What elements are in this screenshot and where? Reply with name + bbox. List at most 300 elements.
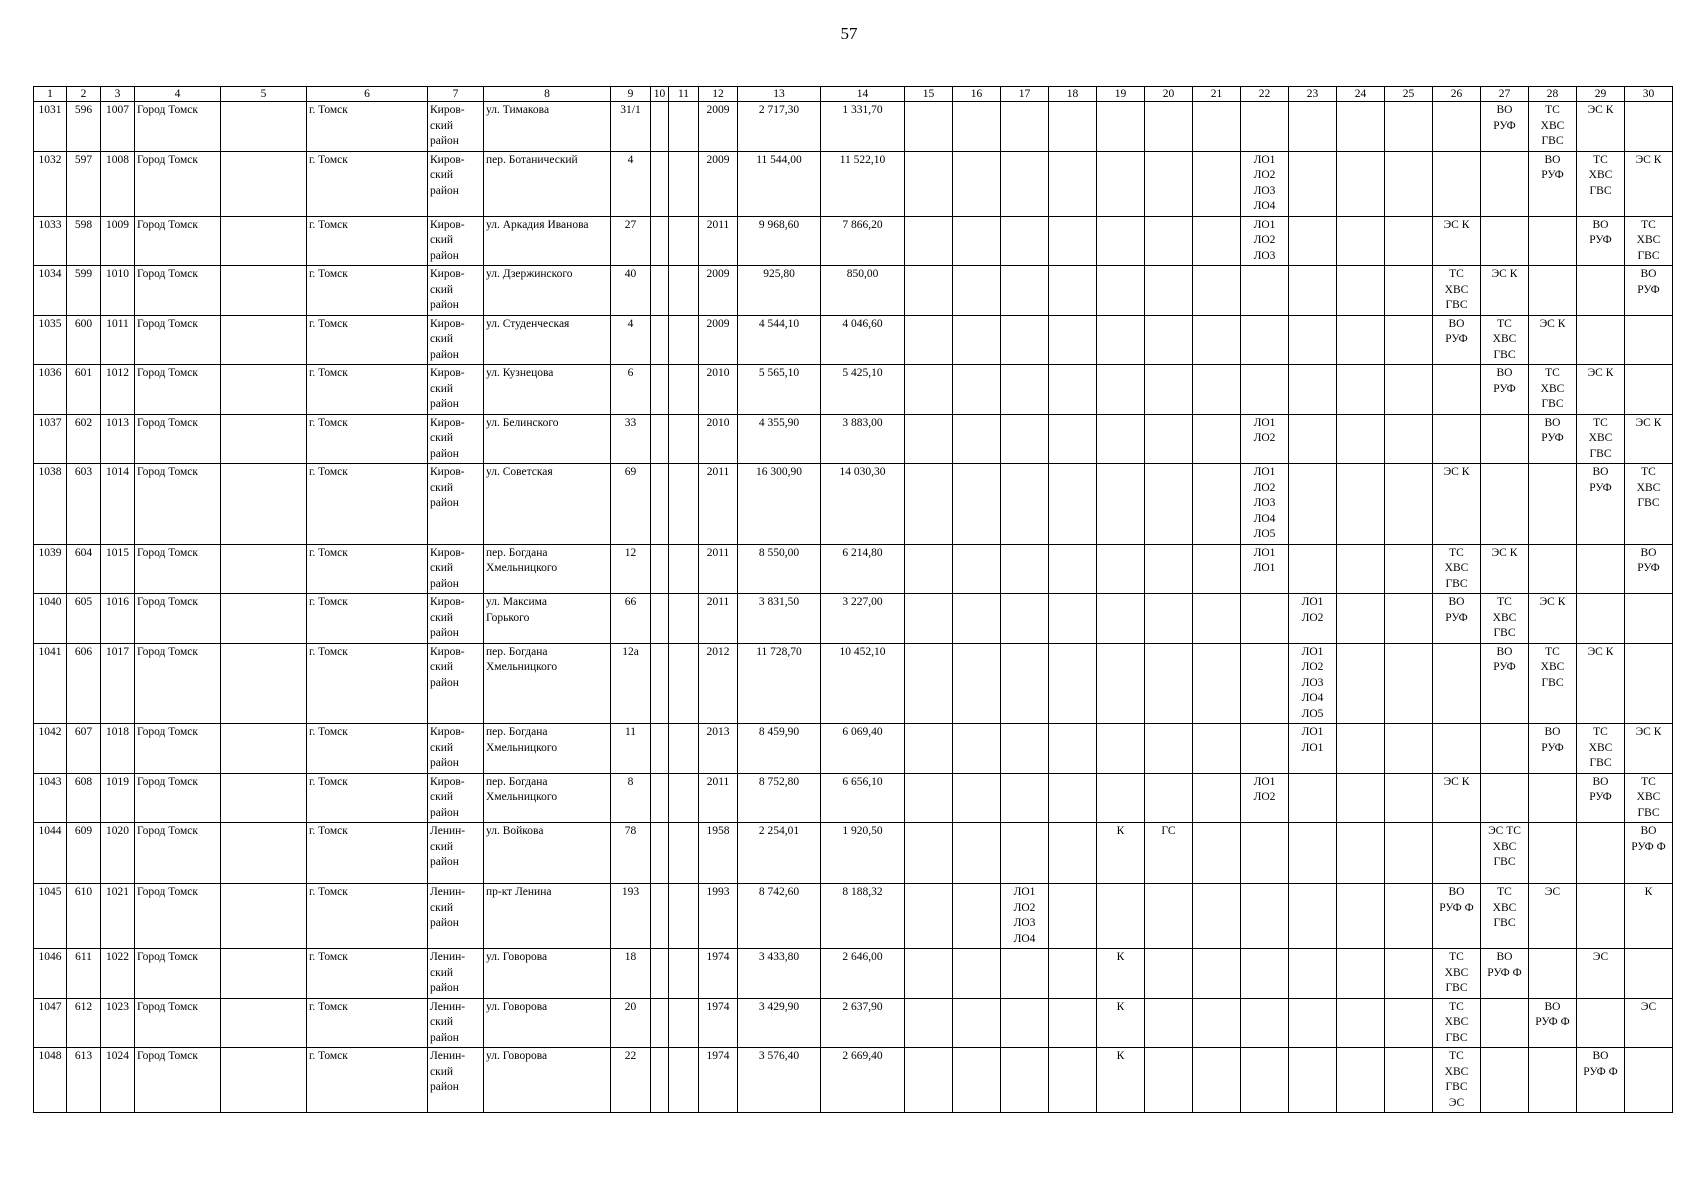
table-row <box>34 216 1673 266</box>
table-cell <box>1289 949 1337 999</box>
column-header: 7 <box>428 87 484 102</box>
table-cell <box>1193 998 1241 1048</box>
column-header: 9 <box>611 87 651 102</box>
table-cell: ЭС К <box>1577 643 1625 724</box>
table-cell: 2009 <box>699 266 738 316</box>
table-cell <box>651 724 669 774</box>
column-header: 12 <box>699 87 738 102</box>
table-cell <box>1337 998 1385 1048</box>
table-cell: 611 <box>67 949 101 999</box>
table-cell <box>1145 949 1193 999</box>
table-cell <box>1097 414 1145 464</box>
table-cell <box>905 643 953 724</box>
table-cell: 1031 <box>34 102 67 152</box>
table-cell <box>221 414 307 464</box>
table-cell: 2009 <box>699 102 738 152</box>
table-cell: г. Томск <box>307 414 428 464</box>
table-cell <box>1193 823 1241 884</box>
table-cell <box>1625 102 1673 152</box>
table-cell <box>1001 102 1049 152</box>
table-cell <box>1529 464 1577 545</box>
table-cell: ЭС К <box>1433 773 1481 823</box>
table-cell: ул. Аркадия Иванова <box>484 216 611 266</box>
table-cell: 1022 <box>101 949 135 999</box>
table-row <box>34 773 1673 823</box>
table-cell <box>1481 724 1529 774</box>
table-cell: 8 <box>611 773 651 823</box>
table-cell <box>1097 464 1145 545</box>
table-cell <box>1241 643 1289 724</box>
table-cell <box>953 216 1001 266</box>
table-cell: 1008 <box>101 151 135 216</box>
table-row <box>34 544 1673 594</box>
table-cell <box>669 365 699 415</box>
table-body <box>34 102 1673 1113</box>
table-cell <box>1145 365 1193 415</box>
table-cell: 604 <box>67 544 101 594</box>
table-cell <box>1049 998 1097 1048</box>
table-cell: ТС ХВС ГВС <box>1433 544 1481 594</box>
table-cell <box>905 773 953 823</box>
table-cell: ЛО1 ЛО2 <box>1289 594 1337 644</box>
table-cell <box>669 823 699 884</box>
table-cell: Город Томск <box>135 216 221 266</box>
table-cell: ВО РУФ <box>1529 724 1577 774</box>
table-cell: ВО РУФ <box>1433 594 1481 644</box>
table-cell <box>1529 1048 1577 1113</box>
table-cell: ЭС К <box>1529 594 1577 644</box>
table-row <box>34 266 1673 316</box>
table-cell <box>1049 266 1097 316</box>
table-cell: г. Томск <box>307 151 428 216</box>
table-cell <box>1049 464 1097 545</box>
table-cell <box>669 266 699 316</box>
table-cell: ЭС К <box>1577 365 1625 415</box>
table-cell: Город Томск <box>135 414 221 464</box>
table-cell: 11 728,70 <box>738 643 821 724</box>
table-cell: пер. Богдана Хмельницкого <box>484 773 611 823</box>
table-cell <box>651 266 669 316</box>
table-cell: 33 <box>611 414 651 464</box>
table-cell: Киров- ский район <box>428 414 484 464</box>
table-cell <box>1193 643 1241 724</box>
table-cell: 1007 <box>101 102 135 152</box>
table-cell <box>1001 216 1049 266</box>
table-cell: 601 <box>67 365 101 415</box>
table-cell: 5 565,10 <box>738 365 821 415</box>
table-cell <box>953 544 1001 594</box>
table-row <box>34 1048 1673 1113</box>
table-cell <box>1145 464 1193 545</box>
table-cell <box>1145 216 1193 266</box>
table-cell <box>1001 773 1049 823</box>
column-header: 18 <box>1049 87 1097 102</box>
table-row <box>34 365 1673 415</box>
table-row <box>34 594 1673 644</box>
table-cell <box>669 464 699 545</box>
table-cell <box>1193 724 1241 774</box>
table-cell: ТС ХВС ГВС <box>1529 643 1577 724</box>
table-cell <box>1529 216 1577 266</box>
table-cell <box>651 884 669 949</box>
table-cell: 2009 <box>699 315 738 365</box>
table-cell: 12а <box>611 643 651 724</box>
column-header: 15 <box>905 87 953 102</box>
table-cell: Город Томск <box>135 266 221 316</box>
table-cell <box>1385 773 1433 823</box>
table-cell: 608 <box>67 773 101 823</box>
table-cell: 7 866,20 <box>821 216 905 266</box>
table-cell <box>1241 315 1289 365</box>
table-cell <box>1049 773 1097 823</box>
table-cell: 2011 <box>699 594 738 644</box>
table-cell: пер. Богдана Хмельницкого <box>484 544 611 594</box>
table-cell: ул. Дзержинского <box>484 266 611 316</box>
table-cell <box>953 594 1001 644</box>
housing-registry-table <box>33 86 1673 1113</box>
table-cell: ТС ХВС ГВС <box>1433 998 1481 1048</box>
table-cell: 1013 <box>101 414 135 464</box>
table-row <box>34 823 1673 884</box>
table-cell: г. Томск <box>307 365 428 415</box>
table-cell <box>905 998 953 1048</box>
table-cell <box>1049 823 1097 884</box>
table-cell <box>651 216 669 266</box>
table-cell: Киров- ский район <box>428 594 484 644</box>
table-cell: ВО РУФ <box>1577 216 1625 266</box>
table-cell <box>1625 594 1673 644</box>
table-cell: 4 <box>611 315 651 365</box>
table-cell: 5 425,10 <box>821 365 905 415</box>
table-row <box>34 724 1673 774</box>
table-cell: Город Томск <box>135 151 221 216</box>
table-cell: Город Томск <box>135 1048 221 1113</box>
table-cell <box>1193 216 1241 266</box>
table-cell <box>905 414 953 464</box>
table-cell <box>905 544 953 594</box>
table-cell <box>1097 724 1145 774</box>
table-cell <box>1385 315 1433 365</box>
table-cell <box>1385 365 1433 415</box>
table-cell: ТС ХВС ГВС <box>1625 464 1673 545</box>
table-cell: 597 <box>67 151 101 216</box>
table-cell <box>905 464 953 545</box>
column-header: 19 <box>1097 87 1145 102</box>
table-cell: ЭС ТС ХВС ГВС <box>1481 823 1529 884</box>
table-cell <box>1049 724 1097 774</box>
table-cell: Ленин- ский район <box>428 823 484 884</box>
table-cell: 2011 <box>699 544 738 594</box>
table-cell: пер. Ботанический <box>484 151 611 216</box>
table-cell: 1045 <box>34 884 67 949</box>
table-cell: г. Томск <box>307 216 428 266</box>
table-cell: 66 <box>611 594 651 644</box>
table-cell <box>953 823 1001 884</box>
table-cell <box>1193 414 1241 464</box>
table-cell <box>1001 365 1049 415</box>
table-cell: 2009 <box>699 151 738 216</box>
table-cell: 8 752,80 <box>738 773 821 823</box>
table-row <box>34 464 1673 545</box>
table-cell: ВО РУФ <box>1577 464 1625 545</box>
table-cell: Ленин- ский район <box>428 998 484 1048</box>
table-cell: 1974 <box>699 949 738 999</box>
table-cell: 2011 <box>699 464 738 545</box>
table-cell: пер. Богдана Хмельницкого <box>484 724 611 774</box>
table-cell: Киров- ский район <box>428 102 484 152</box>
table-cell: Ленин- ский район <box>428 949 484 999</box>
table-cell: ТС ХВС ГВС <box>1433 266 1481 316</box>
table-cell <box>1049 949 1097 999</box>
column-header: 8 <box>484 87 611 102</box>
table-cell: 6 656,10 <box>821 773 905 823</box>
table-cell: 9 968,60 <box>738 216 821 266</box>
table-cell: ЭС К <box>1433 464 1481 545</box>
table-cell <box>221 151 307 216</box>
table-cell <box>953 266 1001 316</box>
table-cell <box>1097 884 1145 949</box>
table-cell <box>905 1048 953 1113</box>
table-cell <box>221 724 307 774</box>
table-cell: 1014 <box>101 464 135 545</box>
table-cell: ЛО1 ЛО2 ЛО3 ЛО4 <box>1001 884 1049 949</box>
table-cell <box>669 315 699 365</box>
table-cell <box>221 594 307 644</box>
table-cell <box>1001 724 1049 774</box>
table-cell <box>1289 216 1337 266</box>
table-cell: 1044 <box>34 823 67 884</box>
table-cell <box>669 414 699 464</box>
table-cell <box>1097 773 1145 823</box>
table-cell <box>905 151 953 216</box>
table-cell <box>1049 414 1097 464</box>
table-cell: 1017 <box>101 643 135 724</box>
table-cell: ул. Войкова <box>484 823 611 884</box>
table-cell <box>669 643 699 724</box>
table-cell <box>669 998 699 1048</box>
table-cell: Киров- ский район <box>428 544 484 594</box>
table-cell: 603 <box>67 464 101 545</box>
table-cell <box>1193 464 1241 545</box>
table-cell: Киров- ский район <box>428 216 484 266</box>
column-header: 28 <box>1529 87 1577 102</box>
table-cell <box>1289 544 1337 594</box>
table-cell: пр-кт Ленина <box>484 884 611 949</box>
table-cell <box>651 315 669 365</box>
table-row <box>34 151 1673 216</box>
table-cell: К <box>1625 884 1673 949</box>
table-cell: г. Томск <box>307 884 428 949</box>
table-cell <box>669 544 699 594</box>
table-cell <box>1241 594 1289 644</box>
table-cell: 3 576,40 <box>738 1048 821 1113</box>
table-cell: Город Томск <box>135 998 221 1048</box>
table-cell: 40 <box>611 266 651 316</box>
table-cell: г. Томск <box>307 643 428 724</box>
table-cell <box>651 151 669 216</box>
table-cell: 925,80 <box>738 266 821 316</box>
table-cell <box>1193 594 1241 644</box>
table-cell: Ленин- ский район <box>428 1048 484 1113</box>
table-cell <box>953 414 1001 464</box>
table-cell <box>221 464 307 545</box>
table-cell <box>1337 464 1385 545</box>
table-cell <box>221 365 307 415</box>
table-cell <box>1193 544 1241 594</box>
table-cell: 1041 <box>34 643 67 724</box>
table-cell <box>1097 102 1145 152</box>
table-cell: ВО РУФ <box>1433 315 1481 365</box>
table-cell: ЭС К <box>1529 315 1577 365</box>
table-cell <box>953 464 1001 545</box>
table-cell <box>1049 643 1097 724</box>
table-cell <box>1289 365 1337 415</box>
table-cell <box>1193 365 1241 415</box>
table-cell <box>221 1048 307 1113</box>
table-cell: пер. Богдана Хмельницкого <box>484 643 611 724</box>
column-header: 26 <box>1433 87 1481 102</box>
table-cell: 1009 <box>101 216 135 266</box>
table-cell: 1035 <box>34 315 67 365</box>
table-cell: ТС ХВС ГВС <box>1577 724 1625 774</box>
table-cell <box>1049 102 1097 152</box>
table-cell <box>1577 266 1625 316</box>
table-cell: 4 <box>611 151 651 216</box>
table-cell <box>1097 594 1145 644</box>
table-cell <box>1481 151 1529 216</box>
table-cell: 607 <box>67 724 101 774</box>
table-cell <box>1049 884 1097 949</box>
table-cell: ВО РУФ <box>1529 414 1577 464</box>
table-cell <box>221 823 307 884</box>
table-cell <box>669 216 699 266</box>
table-cell: ЛО1 ЛО1 <box>1241 544 1289 594</box>
table-cell: 6 <box>611 365 651 415</box>
table-cell: 1024 <box>101 1048 135 1113</box>
table-cell <box>905 823 953 884</box>
table-cell <box>1385 884 1433 949</box>
table-cell <box>1433 365 1481 415</box>
table-cell <box>905 102 953 152</box>
table-cell <box>1145 544 1193 594</box>
table-cell <box>1433 151 1481 216</box>
table-cell: Город Томск <box>135 823 221 884</box>
table-cell <box>1385 544 1433 594</box>
table-cell: ВО РУФ <box>1529 151 1577 216</box>
table-cell <box>1385 414 1433 464</box>
table-cell <box>1289 884 1337 949</box>
table-cell: г. Томск <box>307 464 428 545</box>
table-cell <box>1241 365 1289 415</box>
table-cell <box>1481 464 1529 545</box>
table-cell <box>1097 643 1145 724</box>
table-cell <box>905 594 953 644</box>
table-cell: 1042 <box>34 724 67 774</box>
table-cell <box>953 998 1001 1048</box>
table-cell <box>1241 724 1289 774</box>
table-cell: 1958 <box>699 823 738 884</box>
table-cell: 6 214,80 <box>821 544 905 594</box>
table-cell <box>1001 266 1049 316</box>
column-header: 16 <box>953 87 1001 102</box>
table-cell <box>669 1048 699 1113</box>
table-cell <box>953 643 1001 724</box>
table-cell: 11 <box>611 724 651 774</box>
table-cell <box>1049 594 1097 644</box>
table-cell: Город Томск <box>135 594 221 644</box>
table-row <box>34 414 1673 464</box>
table-cell <box>1289 151 1337 216</box>
table-cell <box>1289 315 1337 365</box>
table-cell <box>1337 365 1385 415</box>
table-cell <box>1481 773 1529 823</box>
table-cell: ТС ХВС ГВС <box>1625 216 1673 266</box>
table-cell <box>1337 216 1385 266</box>
table-cell <box>1049 544 1097 594</box>
table-cell <box>1337 884 1385 949</box>
table-cell <box>1577 315 1625 365</box>
table-cell <box>1337 266 1385 316</box>
table-cell <box>1289 773 1337 823</box>
table-cell: г. Томск <box>307 998 428 1048</box>
column-header: 22 <box>1241 87 1289 102</box>
table-cell: ЭС К <box>1577 102 1625 152</box>
table-cell: Киров- ский район <box>428 315 484 365</box>
table-cell <box>651 102 669 152</box>
table-cell: ул. Говорова <box>484 1048 611 1113</box>
table-cell <box>905 365 953 415</box>
table-cell: г. Томск <box>307 773 428 823</box>
table-cell: 3 227,00 <box>821 594 905 644</box>
table-cell <box>1001 544 1049 594</box>
table-cell <box>1577 884 1625 949</box>
table-cell: г. Томск <box>307 544 428 594</box>
table-cell: 2 717,30 <box>738 102 821 152</box>
table-cell: Город Томск <box>135 544 221 594</box>
table-cell <box>1577 594 1625 644</box>
table-cell: 1038 <box>34 464 67 545</box>
table-cell <box>953 315 1001 365</box>
table-cell: 1974 <box>699 998 738 1048</box>
table-cell: ВО РУФ Ф <box>1529 998 1577 1048</box>
table-cell <box>1289 102 1337 152</box>
table-cell: 69 <box>611 464 651 545</box>
table-cell <box>1385 724 1433 774</box>
table-cell: 602 <box>67 414 101 464</box>
table-cell: 4 544,10 <box>738 315 821 365</box>
table-cell <box>1337 102 1385 152</box>
table-cell: ЭС К <box>1625 151 1673 216</box>
table-cell <box>1145 102 1193 152</box>
table-cell: ТС ХВС ГВС <box>1433 949 1481 999</box>
table-cell: ТС ХВС ГВС <box>1577 414 1625 464</box>
table-cell: 11 522,10 <box>821 151 905 216</box>
table-cell <box>1001 151 1049 216</box>
table-cell: 2013 <box>699 724 738 774</box>
table-cell: 1011 <box>101 315 135 365</box>
table-cell <box>1241 998 1289 1048</box>
table-cell <box>1529 544 1577 594</box>
table-cell <box>651 414 669 464</box>
table-cell <box>651 643 669 724</box>
table-cell <box>905 949 953 999</box>
table-cell: Город Томск <box>135 884 221 949</box>
table-cell: ЭС К <box>1481 266 1529 316</box>
table-cell: г. Томск <box>307 315 428 365</box>
table-cell: 193 <box>611 884 651 949</box>
table-cell: ул. Говорова <box>484 998 611 1048</box>
table-cell: ТС ХВС ГВС <box>1577 151 1625 216</box>
